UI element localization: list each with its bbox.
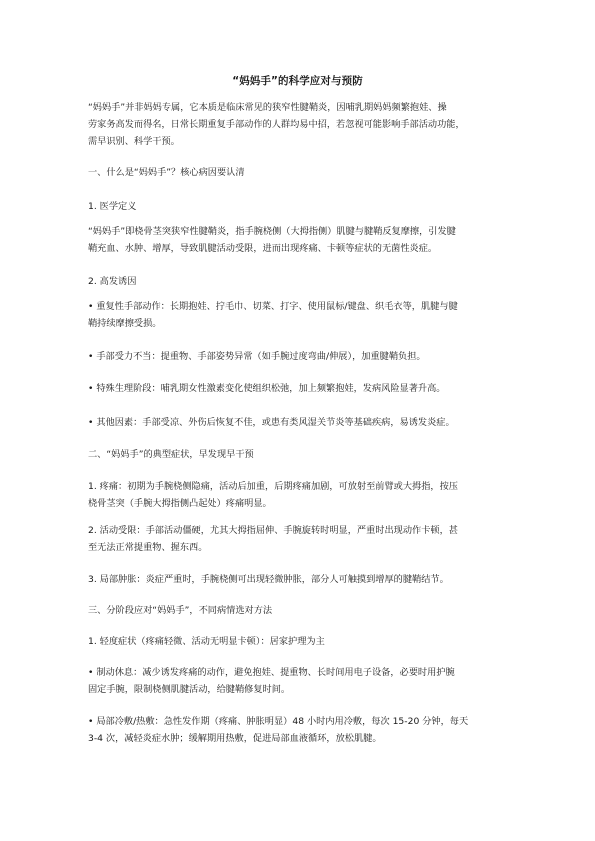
bullet-item — [88, 298, 508, 332]
numbered-item — [88, 522, 508, 556]
subsection-heading: 2. 高发诱因 — [88, 276, 137, 287]
text-line: • 手部受力不当：提重物、手部姿势异常（如手腕过度弯曲/伸展），加重腱鞘负担。 — [88, 351, 426, 362]
text-line: • 其他因素：手部受凉、外伤后恢复不佳，或患有类风湿关节炎等基础疾病，易诱发炎症。 — [88, 417, 455, 428]
definition-paragraph — [88, 223, 508, 257]
bullet-item — [88, 380, 508, 397]
text-line: 桡骨茎突（手腕大拇指侧凸起处）疼痛明显。 — [88, 498, 272, 509]
text-line: 3. 局部肿胀：炎症严重时，手腕桡侧可出现轻微肿胀，部分人可触摸到增厚的腱鞘结节。 — [88, 574, 449, 585]
text-line: 1. 疼痛：初期为手腕桡侧隐痛，活动后加重，后期疼痛加剧，可放射至前臂或大拇指，按压 — [88, 481, 458, 492]
text-line: • 特殊生理阶段：哺乳期女性激素变化使组织松弛，加上频繁抱娃，发病风险显著升高。 — [88, 383, 446, 394]
text-line: 固定手腕，限制桡侧肌腱活动，给腱鞘修复时间。 — [88, 684, 291, 695]
section-heading: 二、“妈妈手”的典型症状，早发现早干预 — [88, 449, 254, 460]
text-line: “妈妈手”即桡骨茎突狭窄性腱鞘炎，指手腕桡侧（大拇指侧）肌腱与腱鞘反复摩擦，引发腱 — [88, 226, 456, 237]
text-line: 鞘充血、水肿、增厚，导致肌腱活动受限，进而出现疼痛、卡顿等症状的无菌性炎症。 — [88, 243, 438, 254]
text-line: 需早识别、科学干预。 — [88, 136, 180, 147]
intro-paragraph — [88, 99, 508, 150]
text-line: 鞘持续摩擦受损。 — [88, 318, 162, 329]
text-line: “妈妈手”并非妈妈专属，它本质是临床常见的狭窄性腱鞘炎，因哺乳期妈妈频繁抱娃、操 — [88, 102, 447, 113]
bullet-item — [88, 414, 508, 431]
bullet-item — [88, 348, 508, 365]
text-line: 至无法正常提重物、握东西。 — [88, 542, 208, 553]
numbered-item — [88, 571, 508, 588]
section-heading: 三、分阶段应对“妈妈手”，不同病情选对方法 — [88, 605, 273, 616]
bullet-item — [88, 713, 508, 747]
document-title: “妈妈手”的科学应对与预防 — [232, 75, 363, 87]
numbered-item — [88, 478, 508, 512]
text-line: • 重复性手部动作：长期抱娃、拧毛巾、切菜、打字、使用鼠标/键盘、织毛衣等，肌腱与腱 — [88, 301, 458, 312]
text-line: 劳家务高发而得名，日常长期重复手部动作的人群均易中招，若忽视可能影响手部活动功能， — [88, 119, 465, 130]
text-line: 2. 活动受限：手部活动僵硬，尤其大拇指屈伸、手腕旋转时明显，严重时出现动作卡顿，甚 — [88, 525, 458, 536]
section-heading: 一、什么是“妈妈手”？核心病因要认清 — [88, 167, 245, 178]
bullet-item — [88, 664, 508, 698]
subsection-heading: 1. 医学定义 — [88, 201, 137, 212]
text-line: • 局部冷敷/热敷：急性发作期（疼痛、肿胀明显）48 小时内用冷敷，每次 15-20 分钟，每天 — [88, 716, 469, 727]
subsection-heading: 1. 轻度症状（疼痛轻微、活动无明显卡顿）：居家护理为主 — [88, 636, 325, 647]
text-line: 3-4 次，减轻炎症水肿；缓解期用热敷，促进局部血液循环，放松肌腱。 — [88, 733, 382, 744]
text-line: • 制动休息：减少诱发疼痛的动作，避免抱娃、提重物、长时间用电子设备，必要时用护腕 — [88, 667, 455, 678]
